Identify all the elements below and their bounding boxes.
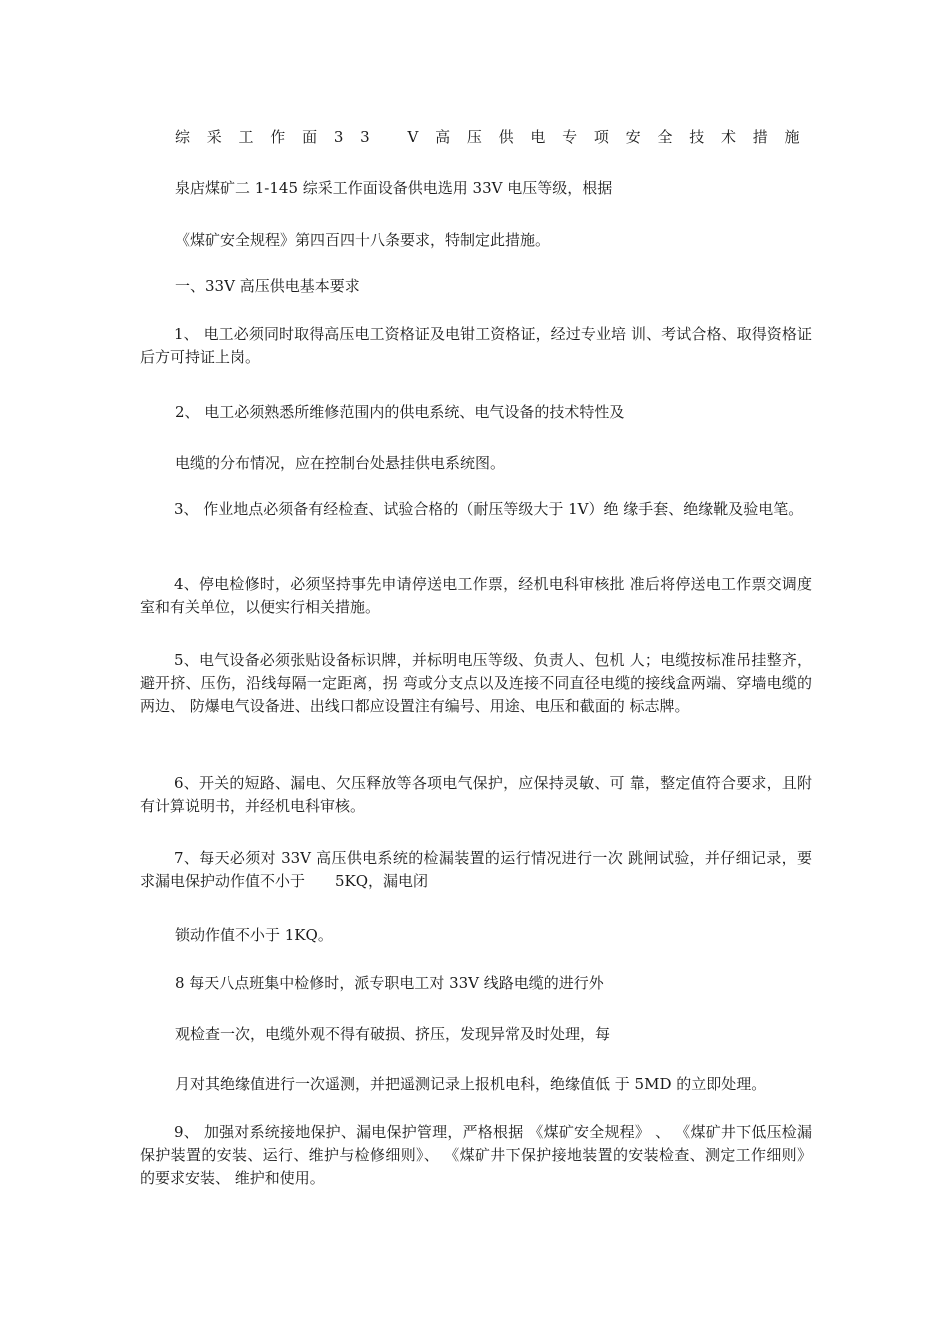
document-title: 综 采 工 作 面 3 3 V 高 压 供 电 专 项 安 全 技 术 措 施 (175, 128, 806, 146)
paragraph-item-4: 4、停电检修时，必须坚持事先申请停送电工作票，经机电科审核批 准后将停送电工作票交调度室和有关单位，以便实行相关措施。 (140, 575, 812, 616)
paragraph-item-2-line-2: 电缆的分布情况，应在控制台处悬挂供电系统图。 (175, 454, 506, 472)
paragraph-item-3: 3、 作业地点必须备有经检查、试验合格的（耐压等级大于 1V）绝 缘手套、绝缘靴及验电笔。 (174, 500, 804, 518)
paragraph-item-6: 6、开关的短路、漏电、欠压释放等各项电气保护，应保持灵敏、可 靠，整定值符合要求，且附有计算说明书，并经机电科审核。 (140, 774, 812, 815)
paragraph-item-8-line-3: 月对其绝缘值进行一次遥测，并把遥测记录上报机电科，绝缘值低 于 5MD 的立即处理。 (175, 1075, 767, 1093)
paragraph-item-7: 7、每天必须对 33V 高压供电系统的检漏装置的运行情况进行一次 跳闸试验，并仔细记录，要求漏电保护动作值不小于 5KQ，漏电闭 (140, 849, 812, 890)
paragraph-item-8-line-2: 观检查一次，电缆外观不得有破损、挤压，发现异常及时处理，每 (175, 1025, 611, 1043)
intro-line-2: 《煤矿安全规程》第四百四十八条要求，特制定此措施。 (175, 231, 551, 249)
paragraph-item-2-line-1: 2、 电工必须熟悉所维修范围内的供电系统、电气设备的技术特性及 (175, 403, 625, 421)
paragraph-item-1: 1、 电工必须同时取得高压电工资格证及电钳工资格证，经过专业培 训、考试合格、取得资格证后方可持证上岗。 (140, 325, 812, 366)
paragraph-item-8-line-1: 8 每天八点班集中检修时，派专职电工对 33V 线路电缆的进行外 (175, 974, 604, 992)
paragraph-item-9: 9、 加强对系统接地保护、漏电保护管理，严格根据 《煤矿安全规程》 、 《煤矿井下低压检漏保护装置的安装、运行、维护与检修细则》、 《煤矿井下保护接地装置的安装检查、测定工作细则》 的要求安装、 维护和使用。 (140, 1123, 812, 1187)
paragraph-item-5: 5、电气设备必须张贴设备标识牌，并标明电压等级、负责人、包机 人；电缆按标准吊挂整齐，避开挤、压伤，沿线每隔一定距离，拐 弯或分支点以及连接不同直径电缆的接线盒两端、穿墙电缆的两边、 防爆电气设备进、出线口都应设置注有编号、用途、电压和截面的 标志牌。 (140, 651, 812, 715)
intro-line-1: 泉店煤矿二 1-145 综采工作面设备供电选用 33V 电压等级，根据 (175, 179, 613, 197)
section-heading: 一、33V 高压供电基本要求 (175, 277, 360, 295)
paragraph-item-7-line-3: 锁动作值不小于 1KQ。 (175, 926, 333, 944)
